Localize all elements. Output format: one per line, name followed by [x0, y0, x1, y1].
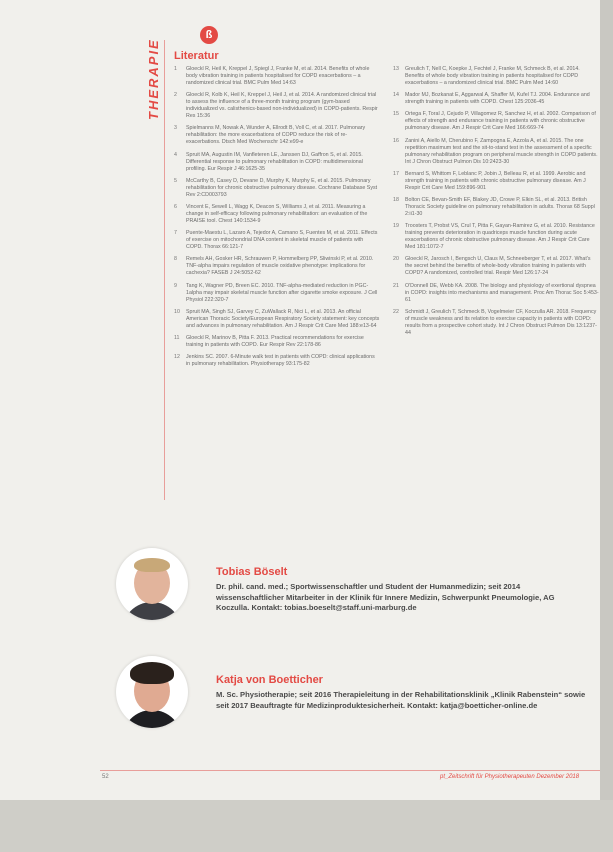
reference-number: 16: [393, 137, 399, 144]
reference-item: [393, 223, 599, 251]
reference-text: Spruit MA, Augustin IM, Vanfleteren LE, Janssen DJ, Gaffron S, et al. 2015. Differential response to pulmonary rehabilitation in COPD: multidimensional profiling. Eur Respir J 46:1625-35: [186, 151, 363, 172]
reference-item: [174, 230, 380, 251]
author-photo-1: [116, 548, 188, 620]
reference-number: 6: [174, 203, 177, 210]
scan-bottom-margin: [0, 800, 613, 852]
reference-item: [393, 138, 599, 166]
reference-text: Jenkins SC. 2007. 6-Minute walk test in patients with COPD: clinical applications in pulmonary rehabilitation. Physiotherapy 93:175-82: [186, 354, 375, 368]
reference-text: Vincent E, Sewell L, Wagg K, Deacon S, Williams J, et al. 2011. Measuring a change in self-efficacy following pulmonary rehabilitation: an evaluation of the PRAISE tool. Chest 140:1534-9: [186, 203, 368, 224]
author-photo-2: [116, 656, 188, 728]
reference-number: 1: [174, 66, 177, 72]
reference-item: [393, 111, 599, 132]
author-bio: Dr. phil. cand. med.; Sportwissenschaftler und Student der Humanmedizin; seit 2014 wissenschaftlicher Mitarbeiter in der Klinik für Innere Medizin, Schwerpunkt Pneumologie, AG Koczulla. Kontakt: tobias.boeselt@staff.uni-marburg.de: [216, 582, 555, 612]
reference-number: 10: [174, 308, 180, 315]
reference-item: [174, 335, 380, 349]
reference-number: 22: [393, 308, 399, 315]
reference-number: 20: [393, 256, 399, 263]
reference-number: 17: [393, 170, 399, 177]
reference-item: [174, 283, 380, 304]
reference-item: [174, 256, 380, 277]
footer-divider: [100, 770, 600, 771]
reference-text: Spielmanns M, Nowak A, Wunder A, Ellrodt B, Voll C, et al. 2017. Pulmonary rehabilitation: the more exacerbations of COPD reduce the risk of re-exacerbations. Dtsch Med Wochenschr 142:e99-e: [186, 125, 366, 146]
reference-text: Zanini A, Aiello M, Cherubino F, Zampogna E, Azzola A, et al. 2015. The one repetition maximum test and the sit-to-stand test in the assessment of a specific pulmonary rehabilitation program on peripheral muscle strength in COPD patients. Int J Chron Obstruct Pulmon Dis 10:2423-30: [405, 137, 598, 165]
reference-number: 9: [174, 282, 177, 289]
reference-number: 4: [174, 151, 177, 158]
reference-text: Troosters T, Probst VS, Crul T, Pitta F, Gayan-Ramirez G, et al. 2010. Resistance training prevents deterioration in quadriceps muscle function during acute exacerbations of chronic obstructive pulmonary disease. Am J Respir Crit Care Med 181:1072-7: [405, 223, 595, 251]
reference-item: [174, 66, 380, 87]
references-heading: Literatur: [174, 50, 219, 62]
reference-item: [174, 178, 380, 199]
reference-item: [174, 152, 380, 173]
reference-item: [174, 309, 380, 330]
author-bio: M. Sc. Physiotherapie; seit 2016 Therapieleitung in der Rehabilitationsklinik „Klinik Rabenstein“ sowie seit 2017 Beauftragte für Medizinproduktesicherheit. Kontakt: katja@boetticher-online.de: [216, 690, 586, 710]
reference-text: Gloeckl R, Marinov B, Pitta F. 2013. Practical recommendations for exercise training in patients with COPD. Eur Respir Rev 22:178-86: [186, 334, 364, 348]
reference-item: [393, 171, 599, 192]
section-divider: [164, 40, 165, 500]
reference-item: [174, 125, 380, 146]
section-label: THERAPIE: [146, 38, 161, 120]
reference-number: 13: [393, 66, 399, 72]
reference-number: 8: [174, 256, 177, 263]
reference-item: [393, 283, 599, 304]
reference-item: [393, 309, 599, 337]
reference-number: 12: [174, 354, 180, 361]
reference-number: 7: [174, 230, 177, 237]
references-column-right: [393, 66, 599, 342]
reference-text: Mador MJ, Bozkanat E, Aggarwal A, Shaffer M, Kufel TJ. 2004. Endurance and strength training in patients with COPD. Chest 125:2036-45: [405, 92, 590, 106]
reference-text: Bolton CE, Bevan-Smith EF, Blakey JD, Crowe P, Elkin SL, et al. 2013. British Thoracic Society guideline on pulmonary rehabilitation in adults. Thorax 68 Suppl 2:ii1-30: [405, 196, 595, 217]
reference-number: 15: [393, 111, 399, 118]
author-name: Katja von Boetticher: [216, 674, 323, 686]
reference-text: Puente-Maestu L, Lazaro A, Tejedor A, Camano S, Fuentes M, et al. 2011. Effects of exercise on mitochondrial DNA content in skeletal muscle of patients with COPD. Thorax 66:121-7: [186, 230, 378, 251]
reference-text: Greulich T, Nell C, Koepke J, Fechtel J, Franke M, Schmeck B, et al. 2014. Benefits of whole body vibration training in patients hospitalised for COPD exacerbations – a randomized clinical trial. BMC Pulm Med 14:60: [405, 66, 580, 86]
reference-number: 14: [393, 92, 399, 99]
references-column-left: [174, 66, 380, 373]
reference-text: Gloeckl R, Kolb K, Heil K, Kreppel J, Heil J, et al. 2014. A randomized clinical trial to assess the influence of a three-month training program (gym-based individualized vs. calisthenics-based non-individualized) in COPD-patients. Respir Res 15:36: [186, 92, 378, 120]
reference-item: [393, 197, 599, 218]
reference-number: 3: [174, 125, 177, 132]
author-name: Tobias Böselt: [216, 566, 288, 578]
reference-text: Remels AH, Gosker HR, Schrauwen P, Hommelberg PP, Sliwinski P, et al. 2010. TNF-alpha impairs regulation of muscle oxidative phenotype: implications for cachexia? FASEB J 24:5052-62: [186, 256, 374, 277]
reference-number: 11: [174, 334, 180, 341]
reference-text: Gloeckl R, Heil K, Kreppel J, Spiegl J, Franke M, et al. 2014. Benefits of whole body vibration training in patients hospitalised for COPD exacerbations – a randomized clinical trial. BMC Pulm Med 14:63: [186, 66, 370, 86]
reference-text: Schmidt J, Greulich T, Schmeck B, Vogelmeier CF, Koczulla AR. 2018. Frequency of muscle weakness and its relation to exercise capacity in patients with COPD: results from a prospective cohort study. Int J Chron Obstruct Pulmon Dis 13:1237-44: [405, 308, 597, 336]
reference-number: 18: [393, 196, 399, 203]
reference-text: Ortega F, Toral J, Cejudo P, Villagomez R, Sanchez H, et al. 2002. Comparison of effects of strength and endurance training in patients with chronic obstructive pulmonary disease. Am J Respir Crit Care Med 166:669-74: [405, 111, 596, 132]
reference-item: [393, 66, 599, 87]
reference-text: Bernard S, Whittom F, Leblanc P, Jobin J, Belleau R, et al. 1999. Aerobic and strength training in patients with chronic obstructive pulmonary disease. Am J Respir Crit Care Med 159:896-901: [405, 170, 586, 191]
reference-text: Tang K, Wagner PD, Breen EC. 2010. TNF-alpha-mediated reduction in PGC-1alpha may impair skeletal muscle function after cigarette smoke exposure. J Cell Physiol 222:320-7: [186, 282, 378, 303]
reference-text: McCarthy B, Casey D, Devane D, Murphy K, Murphy E, et al. 2015. Pulmonary rehabilitation for chronic obstructive pulmonary disease. Cochrane Database Syst Rev 2:CD003793: [186, 177, 378, 198]
reference-text: O'Donnell DE, Webb KA. 2008. The biology and physiology of exertional dyspnea in COPD: insights into mechanisms and management. Proc Am Thorac Soc 5:453-61: [405, 282, 599, 303]
reference-item: [174, 92, 380, 120]
page-number: 52: [102, 774, 109, 780]
reference-number: 2: [174, 92, 177, 99]
page-edge-shadow: [600, 0, 613, 852]
reference-item: [393, 92, 599, 106]
reference-text: Spruit MA, Singh SJ, Garvey C, ZuWallack R, Nici L, et al. 2013. An official American Thoracic Society/European Respiratory Society statement: key concepts and advances in pulmonary rehabilitation. Am J Respir Crit Care Med 188:e13-64: [186, 308, 380, 329]
reference-item: [174, 354, 380, 368]
journal-name: pt_Zeitschrift für Physiotherapeuten Dezember 2018: [440, 774, 580, 780]
journal-logo-icon: ß: [200, 26, 218, 44]
reference-number: 21: [393, 282, 399, 289]
reference-number: 5: [174, 177, 177, 184]
reference-number: 19: [393, 223, 399, 230]
reference-item: [174, 204, 380, 225]
reference-text: Gloeckl R, Jarosch I, Bengsch U, Claus M, Schneeberger T, et al. 2017. What's the secret behind the benefits of whole-body vibration training in patients with COPD? A randomized, controlled trial. Respir Med 126:17-24: [405, 256, 591, 277]
reference-item: [393, 256, 599, 277]
